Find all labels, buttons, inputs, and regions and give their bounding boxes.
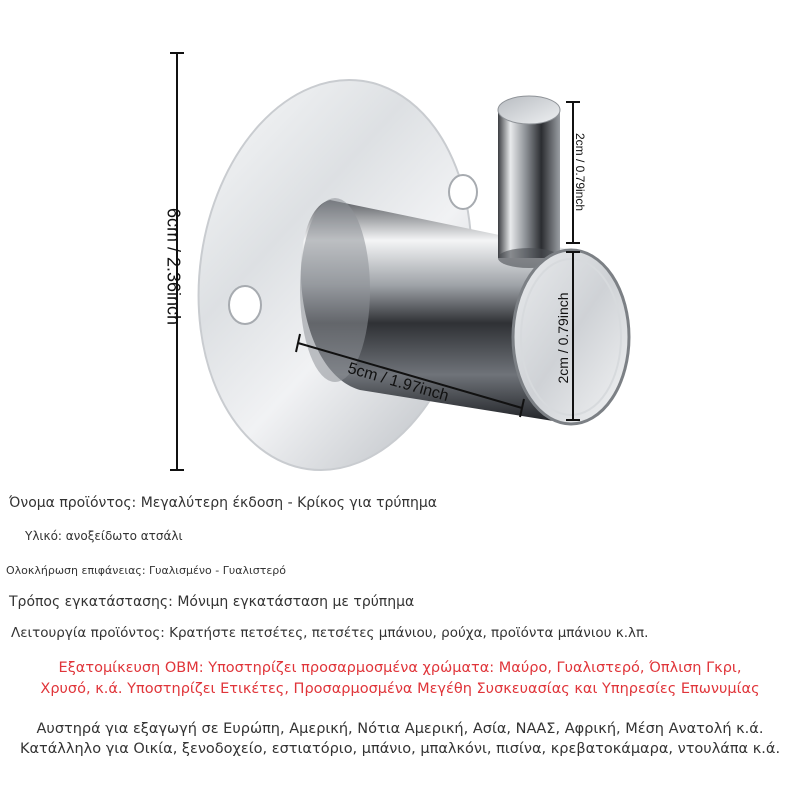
spec-product-name: Όνομα προϊόντος: Μεγαλύτερη έκδοση - Κρίκος για τρύπημα bbox=[9, 495, 437, 511]
length-dimension-label: 5cm / 1.97inch bbox=[345, 360, 451, 406]
customization-line-2: Χρυσό, κ.ά. Υποστηρίζει Ετικέτες, Προσαρμοσμένα Μεγέθη Συσκευασίας και Υπηρεσίες Επωνυμίας bbox=[40, 681, 760, 697]
hook-peg bbox=[498, 96, 560, 268]
spec-surface-finish: Ολοκλήρωση επιφάνειας: Γυαλισμένο - Γυαλιστερό bbox=[6, 564, 286, 577]
usage-places-line: Κατάλληλο για Οικία, ξενοδοχείο, εστιατόριο, μπάνιο, μπαλκόνι, πισίνα, κρεβατοκάμαρα, ντουλάπα κ.ά. bbox=[19, 741, 781, 757]
customization-line-1: Εξατομίκευση OBM: Υποστηρίζει προσαρμοσμένα χρώματα: Μαύρο, Γυαλιστερό, Όπλιση Γκρι, bbox=[58, 660, 742, 676]
diameter-dimension-label: 2cm / 0.79inch bbox=[555, 292, 571, 384]
export-regions-line: Αυστηρά για εξαγωγή σε Ευρώπη, Αμερική, Νότια Αμερική, Ασία, ΝΑΑΣ, Αφρική, Μέση Ανατολή κ.ά. bbox=[36, 721, 764, 737]
spec-material: Υλικό: ανοξείδωτο ατσάλι bbox=[25, 529, 183, 543]
hook-end-cap bbox=[513, 250, 629, 424]
peg-height-dimension-label: 2cm / 0.79inch bbox=[573, 132, 587, 212]
spec-function: Λειτουργία προϊόντος: Κρατήστε πετσέτες, πετσέτες μπάνιου, ρούχα, προϊόντα μπάνιου κ.λπ. bbox=[11, 625, 649, 641]
spec-installation: Τρόπος εγκατάστασης: Μόνιμη εγκατάσταση με τρύπημα bbox=[9, 594, 415, 610]
height-dimension-label: 6cm / 2.36inch bbox=[163, 207, 184, 326]
